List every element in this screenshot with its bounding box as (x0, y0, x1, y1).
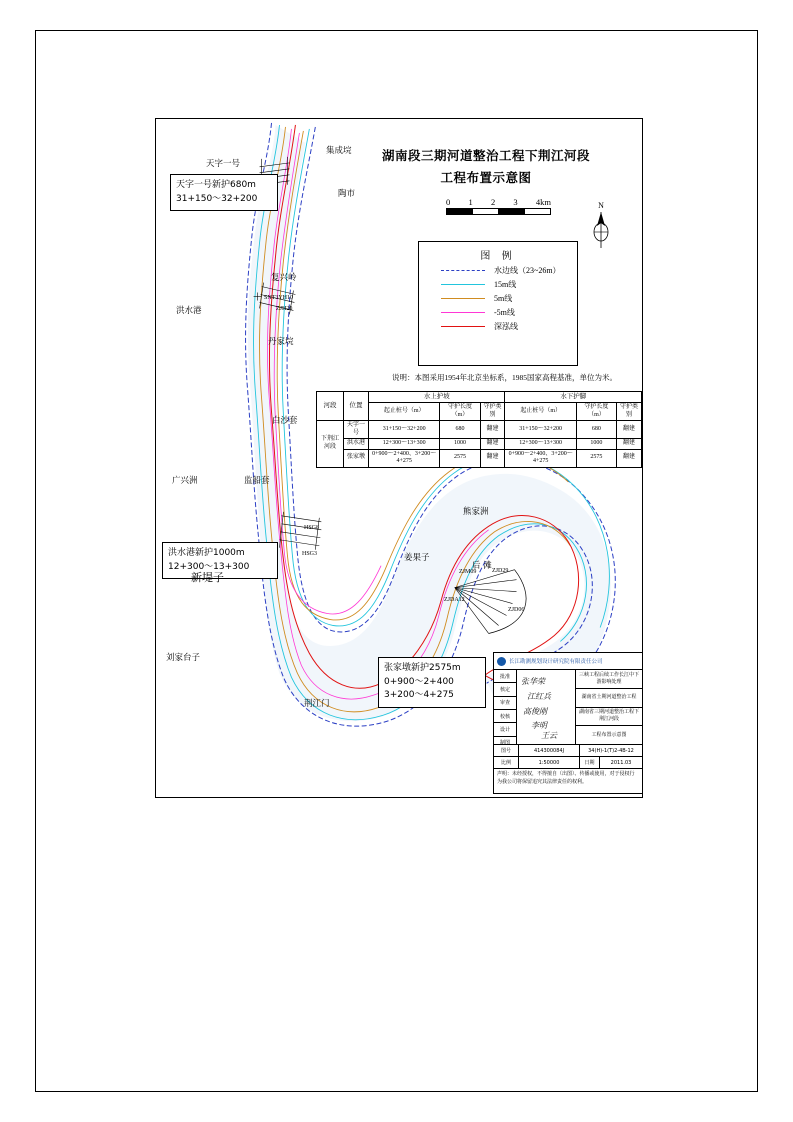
point-label-zjda12: ZJDA12 (444, 597, 465, 603)
meta-label-drawing-no: 图号 (494, 745, 519, 756)
point-label-hsg8: HSG8 (304, 525, 320, 531)
cell-lower-len: 1000 (576, 439, 616, 450)
compass-needle-icon (588, 210, 614, 250)
meta-row-scale (494, 757, 642, 769)
scale-bar (446, 197, 551, 215)
cell-lower-len: 680 (576, 421, 616, 439)
scale-tick-0: 0 (446, 197, 451, 207)
cell-upper-station: 12+300～13+300 (369, 439, 440, 450)
legend-item-minus5m (441, 307, 577, 318)
point-label-zjd29: ZJD29 (492, 568, 509, 574)
meta-value-code: 34(H)-1(T)2-4B-12 (588, 747, 634, 754)
role-review: 审查 (494, 697, 516, 710)
place-label-taoshi: 陶市 (338, 189, 356, 199)
place-label-jiangguozi: 姜果子 (404, 553, 430, 563)
legend-swatch-minus5m (441, 312, 485, 313)
legend-label-minus5m: -5m线 (494, 308, 515, 317)
th-upper-station: 起止桩号（m） (369, 403, 440, 421)
table-row (317, 439, 642, 450)
meta-label-date: 日期 (580, 757, 600, 768)
point-label-zjd06: ZJD06 (508, 607, 525, 613)
callout-hongshui-line2: 12+300～13+300 (168, 561, 250, 572)
company-logo-icon (497, 657, 506, 666)
place-label-danjiayuan: 丹家垸 (268, 337, 294, 347)
callout-tianzi-line1: 天字一号新护680m (176, 180, 256, 190)
cell-lower-type: 翻建 (617, 449, 642, 467)
meta-value-date: 2011.03 (610, 759, 632, 766)
callout-zhangjiadun (378, 657, 486, 708)
company-logo-row (494, 653, 642, 670)
cell-upper-station: 31+150～32+200 (369, 421, 440, 439)
protection-works-table (316, 391, 642, 468)
cell-lower-type: 翻建 (617, 439, 642, 450)
place-label-houtan: 后 滩 (472, 561, 492, 571)
role-approve: 批准 (494, 670, 516, 683)
legend-item-5m (441, 293, 577, 304)
place-label-guangxingzhou: 广兴洲 (172, 476, 198, 486)
callout-hongshui-line1: 洪水港新护1000m (168, 548, 245, 558)
place-label-fuxingling: 复兴岭 (271, 273, 297, 283)
disclaimer-text: 声明：未经授权，不得擅自（出图）、传播或使用，对于侵权行为我公司将保留追究其法律责任的权利。 (497, 771, 635, 785)
th-upper: 水上护坡 (369, 392, 505, 403)
compass-rose (588, 201, 614, 253)
project-line-2: 湖南省土期河道整治工程 (576, 689, 642, 708)
cell-upper-type: 翻建 (480, 421, 505, 439)
table-row (317, 421, 642, 439)
cell-lower-type: 翻建 (617, 421, 642, 439)
cell-lower-len: 2575 (576, 449, 616, 467)
signature-4: 李明 (531, 721, 547, 730)
cell-upper-station: 0+900～2+400、3+200～4+275 (369, 449, 440, 467)
map-title (371, 145, 601, 189)
place-label-liujiataizi: 刘家台子 (166, 653, 201, 663)
role-check: 校核 (494, 710, 516, 723)
signature-1: 张华荣 (521, 677, 545, 686)
map-frame (155, 118, 643, 798)
cell-reach: 下荆江河段 (317, 421, 344, 468)
legend-item-waterline (441, 265, 577, 276)
legend-box (418, 241, 578, 366)
map-note: 说明：本图采用1954年北京坐标系，1985国家高程基准，单位为米。 (392, 373, 617, 382)
cell-place: 天字一号 (344, 421, 369, 439)
cell-upper-len: 680 (440, 421, 480, 439)
callout-zhangjia-line3: 3+200～4+275 (384, 690, 454, 700)
meta-row-drawing-no (494, 745, 642, 757)
legend-label-waterline: 水边线（23~26m） (494, 266, 561, 275)
legend-item-thalweg (441, 321, 577, 332)
cell-place: 张家墩 (344, 449, 369, 467)
cell-upper-len: 2575 (440, 449, 480, 467)
compass-north-label: N (598, 201, 604, 210)
cell-place: 洪水港 (344, 439, 369, 450)
th-upper-type: 守护类别 (480, 403, 505, 421)
scale-tick-4: 4km (535, 197, 551, 207)
legend-label-thalweg: 深泓线 (494, 322, 518, 331)
point-label-zjm09: ZJM09 (459, 569, 477, 575)
callout-tianzi-line2: 31+150～32+200 (176, 193, 258, 204)
point-label-snt3yh10: SNT3YH10 (264, 295, 294, 301)
th-lower-type: 守护类别 (617, 403, 642, 421)
map-title-line1: 湖南段三期河道整治工程下荆江河段 (381, 148, 590, 163)
meta-value-drawing-no: 414300084J (519, 745, 580, 756)
place-label-jichengyuan: 集成垸 (326, 146, 352, 156)
company-name: 长江勘测规划设计研究院有限责任公司 (509, 659, 603, 665)
role-design: 设计 (494, 723, 516, 736)
signature-column (517, 670, 576, 744)
role-verify: 核定 (494, 683, 516, 696)
cell-upper-len: 1000 (440, 439, 480, 450)
th-lower: 水下护脚 (505, 392, 642, 403)
legend-swatch-5m (441, 298, 485, 299)
point-label-zjh20: ZJH20 (276, 306, 293, 312)
legend-swatch-thalweg (441, 326, 485, 327)
cell-lower-station: 12+300～13+300 (505, 439, 576, 450)
th-reach: 河段 (317, 392, 344, 421)
point-label-hsg3: HSG3 (302, 551, 318, 557)
signature-2: 江红兵 (527, 692, 551, 701)
meta-label-scale: 比例 (494, 757, 519, 768)
place-label-baishatao: 白沙套 (272, 416, 298, 426)
cell-lower-station: 0+900～2+400、3+200～4+275 (505, 449, 576, 467)
scale-tick-3: 3 (513, 197, 518, 207)
legend-label-5m: 5m线 (494, 294, 513, 303)
scale-tick-1: 1 (468, 197, 473, 207)
legend-swatch-15m (441, 284, 485, 285)
table-row (317, 449, 642, 467)
project-title-column (576, 670, 642, 744)
th-lower-station: 起止桩号（m） (505, 403, 576, 421)
cell-upper-type: 翻建 (480, 439, 505, 450)
legend-item-15m (441, 279, 577, 290)
th-lower-length: 守护长度（m） (576, 403, 616, 421)
legend-title: 图 例 (480, 251, 516, 262)
place-label-xiongjiazhou: 熊家洲 (463, 507, 489, 517)
project-line-1: 三峡工程后续工作长江中下游影响处理 (576, 670, 642, 689)
place-label-jianchuantao: 监船套 (244, 476, 270, 486)
callout-zhangjia-line2: 0+900～2+400 (384, 676, 454, 687)
place-label-tianziyihao: 天字一号 (206, 159, 241, 169)
cell-lower-station: 31+150～32+200 (505, 421, 576, 439)
callout-zhangjia-line1: 张家墩新护2575m (384, 663, 461, 673)
callout-tianzi-yihao (170, 174, 278, 211)
th-place: 位置 (344, 392, 369, 421)
cell-upper-type: 翻建 (480, 449, 505, 467)
scale-tick-2: 2 (490, 197, 496, 207)
legend-swatch-waterline (441, 270, 485, 271)
meta-value-scale: 1:50000 (519, 757, 580, 768)
signature-5: 王云 (541, 731, 557, 740)
title-block (493, 652, 643, 794)
place-label-hongshuigang: 洪水港 (176, 306, 202, 316)
place-label-xindizi: 新堤子 (191, 571, 224, 584)
role-draw: 制图 (499, 740, 510, 747)
map-title-line2: 工程布置示意图 (440, 169, 532, 185)
signature-3: 高俊刚 (523, 707, 547, 716)
project-line-4: 工程布置示意图 (591, 731, 627, 738)
project-line-3: 湖南省三期河道整治工程下荆江河段 (576, 708, 642, 727)
place-label-jingjiangmen: 荆江门 (304, 699, 330, 709)
legend-label-15m: 15m线 (494, 280, 517, 289)
th-upper-length: 守护长度（m） (440, 403, 480, 421)
approval-roles-column (494, 670, 517, 747)
